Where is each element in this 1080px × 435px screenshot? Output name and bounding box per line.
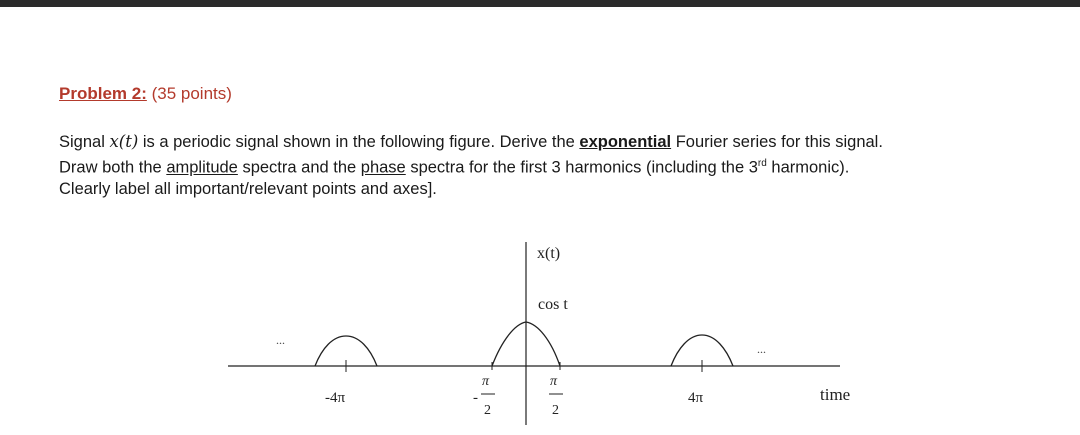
minus-sign: - — [473, 390, 478, 406]
fraction-numerator: π — [482, 374, 490, 389]
text-segment: spectra for the first 3 harmonics (including the 3 — [405, 158, 758, 177]
tick-label-neg4pi: -4π — [325, 390, 346, 406]
problem-title: Problem 2: — [59, 84, 147, 103]
amplitude-emphasis: amplitude — [166, 158, 238, 177]
fraction-denominator: 2 — [552, 403, 559, 418]
xlabel: time — [820, 385, 851, 404]
curve-label: cos t — [538, 296, 568, 313]
phase-emphasis: phase — [360, 158, 406, 177]
text-segment: spectra and the — [237, 158, 361, 177]
superscript: rd — [757, 158, 767, 169]
text-segment: Draw both the — [59, 158, 167, 177]
exponential-emphasis: exponential — [579, 133, 672, 151]
ellipsis-right: ... — [757, 342, 766, 356]
tick-label-4pi: 4π — [688, 390, 704, 406]
text-segment: Clearly label all important/relevant points and axes]. — [59, 179, 437, 198]
ellipsis-left: ... — [276, 333, 285, 347]
text-segment: harmonic). — [766, 158, 850, 177]
fraction-denominator: 2 — [484, 403, 491, 418]
fraction-numerator: π — [550, 374, 558, 389]
problem-points: (35 points) — [151, 84, 232, 103]
text-segment: is a periodic signal shown in the following figure. Derive the — [138, 133, 580, 151]
text-segment: Fourier series for this signal. — [671, 133, 883, 151]
text-segment: Signal — [59, 133, 110, 151]
ylabel: x(t) — [537, 245, 561, 262]
signal-symbol: x(t) — [109, 132, 139, 151]
